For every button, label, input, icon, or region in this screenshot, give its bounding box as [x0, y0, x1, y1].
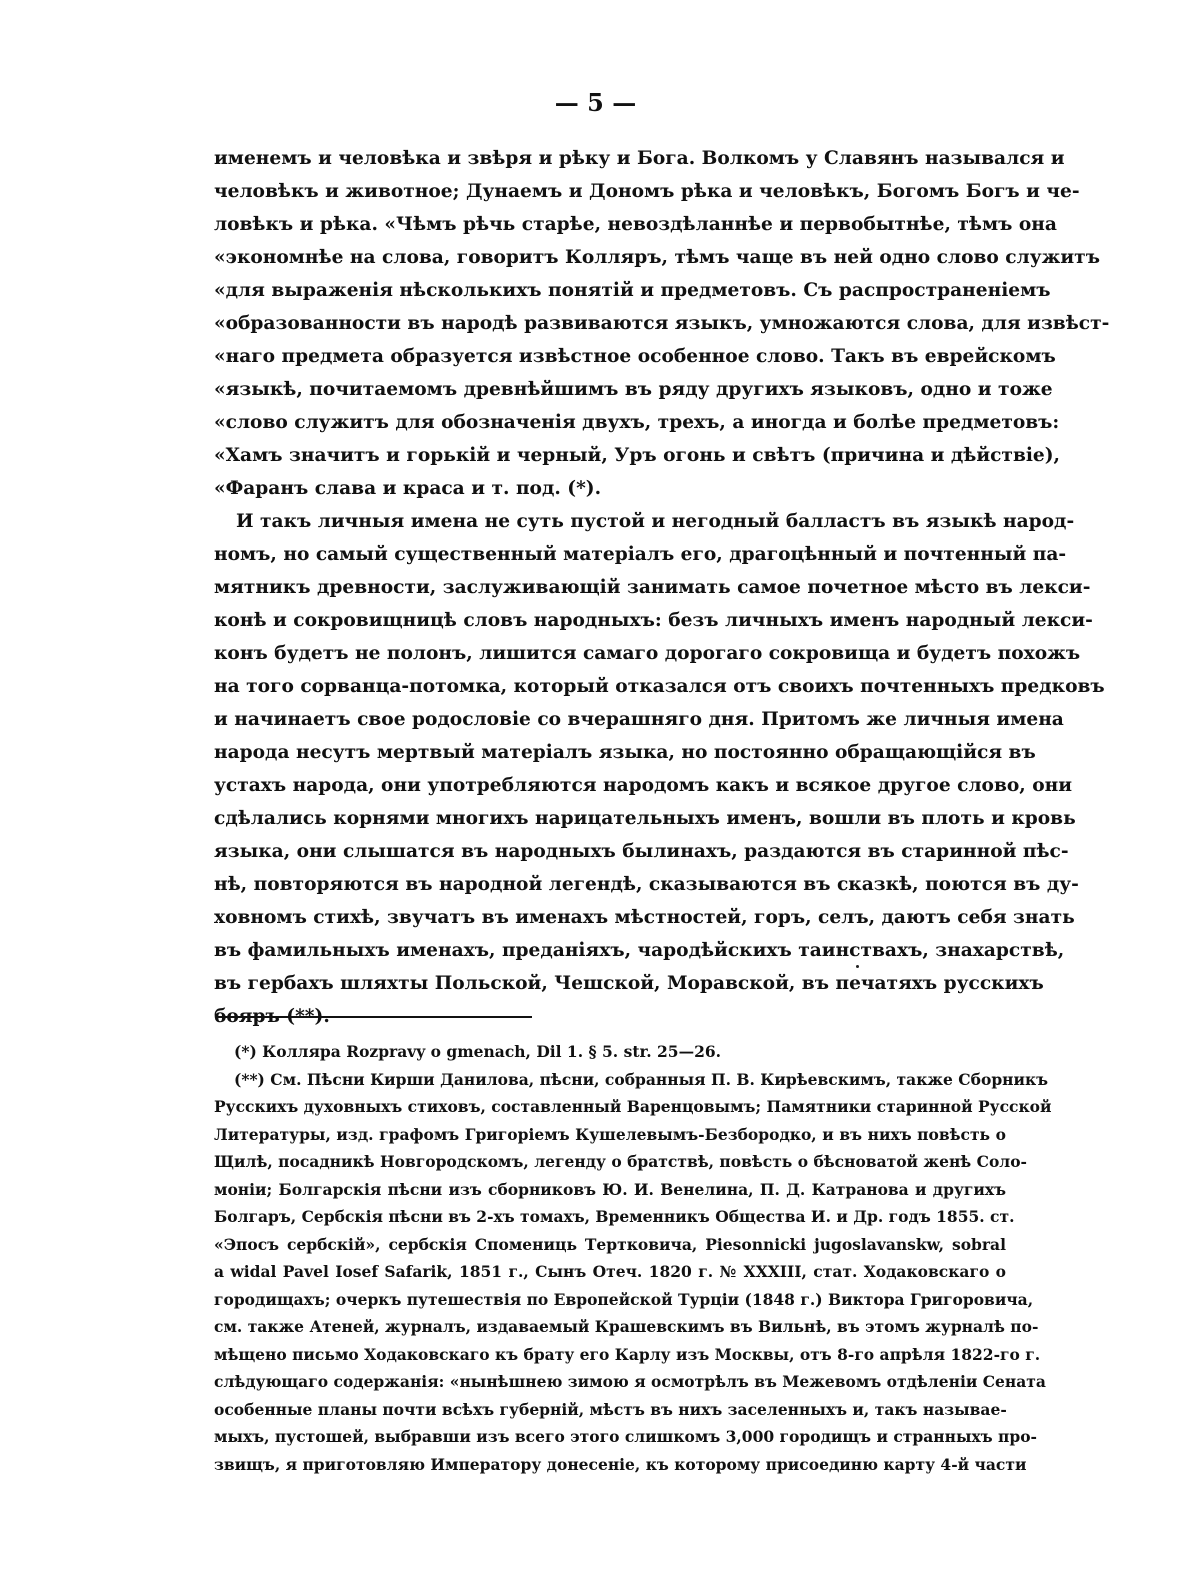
footnote-line: «Эпосъ сербскій», сербскія Спомениць Тертковича, Piesonnicki jugoslavanskw, sobral	[214, 1234, 1006, 1254]
body-line: ховномъ стихѣ, звучатъ въ именахъ мѣстностей, горъ, селъ, даютъ себя знать	[214, 907, 1075, 928]
body-line: въ гербахъ шляхты Польской, Чешской, Моравской, въ печатяхъ русскихъ	[214, 973, 1044, 994]
body-line: конъ будетъ не полонъ, лишится самаго дорогаго сокровища и будетъ похожъ	[214, 643, 1081, 664]
footnote-line: (**) См. Пѣсни Кирши Данилова, пѣсни, собранныя П. В. Кирѣевскимъ, также Сборникъ	[234, 1069, 1049, 1089]
footnote-line: см. также Атеней, журналъ, издаваемый Крашевскимъ въ Вильнѣ, въ этомъ журналѣ по-	[214, 1317, 1039, 1336]
body-line: «для выраженія нѣсколькихъ понятій и предметовъ. Съ распространеніемъ	[214, 280, 1051, 301]
body-line: «Фаранъ слава и краса и т. под. (*).	[214, 478, 602, 499]
body-line: языка, они слышатся въ народныхъ былинахъ, раздаются въ старинной пѣс-	[214, 841, 1069, 862]
body-line: «Хамъ значитъ и горькій и черный, Уръ огонь и свѣтъ (причина и дѣйствіе),	[214, 445, 1061, 466]
body-line: народа несутъ мертвый матеріалъ языка, но постоянно обращающійся въ	[214, 742, 1036, 763]
footnote-line: Русскихъ духовныхъ стиховъ, составленный Варенцовымъ; Памятники старинной Русской	[214, 1097, 1052, 1116]
body-line: «образованности въ народѣ развиваются языкъ, умножаются слова, для извѣст-	[214, 313, 1110, 334]
body-line: ловѣкъ и рѣка. «Чѣмъ рѣчь старѣе, невоздѣланнѣе и первобытнѣе, тѣмъ она	[214, 214, 1057, 235]
footnote-line: звищъ, я приготовляю Императору донесеніе, къ которому присоединю карту 4-й части	[214, 1454, 1027, 1474]
body-line: бояръ (**).	[214, 1006, 330, 1027]
footnote-line: a widal Pavel Iosef Safarik, 1851 г., Сынъ Отеч. 1820 г. № XXXIII, стат. Ходаковскаго о	[214, 1262, 1006, 1281]
footnote-line: слѣдующаго содержанія: «нынѣшнею зимою я осмотрѣлъ въ Межевомъ отдѣленіи Сената	[214, 1372, 1046, 1391]
body-line: номъ, но самый существенный матеріалъ его, драгоцѣнный и почтенный па-	[214, 544, 1067, 565]
footnote-line: особенные планы почти всѣхъ губерній, мѣстъ въ нихъ заселенныхъ и, такъ называе-	[214, 1399, 1007, 1419]
body-line: устахъ народа, они употребляются народомъ какъ и всякое другое слово, они	[214, 775, 1073, 796]
body-line: мятникъ древности, заслуживающій занимать самое почетное мѣсто въ лекси-	[214, 577, 1091, 598]
footnote-line: городищахъ; очеркъ путешествія по Европейской Турціи (1848 г.) Виктора Григоровича,	[214, 1289, 1034, 1309]
footnote-line: Литературы, изд. графомъ Григоріемъ Кушелевымъ-Безбородко, и въ нихъ повѣсть о	[214, 1124, 1006, 1144]
footnote-line: моніи; Болгарскія пѣсни изъ сборниковъ Ю. И. Венелина, П. Д. Катранова и другихъ	[214, 1179, 1006, 1199]
body-line: И такъ личныя имена не суть пустой и негодный балластъ въ языкѣ народ-	[236, 511, 1075, 532]
body-line: именемъ и человѣка и звѣря и рѣку и Бога. Волкомъ у Славянъ назывался и	[214, 148, 1065, 169]
footnote-divider	[216, 1016, 532, 1018]
body-line: «слово служитъ для обозначенія двухъ, трехъ, а иногда и болѣе предметовъ:	[214, 412, 1060, 433]
body-line: сдѣлались корнями многихъ нарицательныхъ именъ, вошли въ плоть и кровь	[214, 808, 1076, 829]
body-line: конѣ и сокровищницѣ словъ народныхъ: безъ личныхъ именъ народный лекси-	[214, 610, 1093, 631]
body-line: «наго предмета образуется извѣстное особенное слово. Такъ въ еврейскомъ	[214, 346, 1056, 367]
page-number: — 5 —	[554, 88, 637, 117]
body-line: нѣ, повторяются въ народной легендѣ, сказываются въ сказкѣ, поются въ ду-	[214, 874, 1079, 895]
body-line: въ фамильныхъ именахъ, преданіяхъ, чародѣйскихъ таинствахъ, знахарствѣ,	[214, 940, 1065, 961]
body-text	[214, 142, 1110, 1033]
footnote-line: Болгаръ, Сербскія пѣсни въ 2-хъ томахъ, Временникъ Общества И. и Др. годъ 1855. ст.	[214, 1207, 1015, 1226]
footnote-line: мѣщено письмо Ходаковскаго къ брату его Карлу изъ Москвы, отъ 8-го апрѣля 1822-го г.	[214, 1344, 1041, 1364]
body-line: на того сорванца-потомка, который отказался отъ своихъ почтенныхъ предковъ	[214, 676, 1105, 697]
footnote-line: Щилѣ, посадникѣ Новгородскомъ, легенду о братствѣ, повѣсть о бѣсноватой женѣ Соло-	[214, 1152, 1027, 1171]
body-line: и начинаетъ свое родословіе со вчерашняго дня. Притомъ же личныя имена	[214, 709, 1064, 730]
print-speck	[856, 965, 859, 968]
footnote-line: мыхъ, пустошей, выбравши изъ всего этого слишкомъ 3,000 городищъ и странныхъ про-	[214, 1427, 1037, 1446]
body-line: человѣкъ и животное; Дунаемъ и Дономъ рѣка и человѣкъ, Богомъ Богъ и че-	[214, 181, 1080, 202]
footnotes	[214, 1038, 1052, 1478]
footnote-line: (*) Колляра Rozpravy o gmenach, Dil 1. § 5. str. 25—26.	[234, 1042, 722, 1061]
body-line: «языкѣ, почитаемомъ древнѣйшимъ въ ряду другихъ языковъ, одно и тоже	[214, 379, 1053, 400]
body-line: «экономнѣе на слова, говоритъ Колляръ, тѣмъ чаще въ ней одно слово служитъ	[214, 247, 1100, 268]
